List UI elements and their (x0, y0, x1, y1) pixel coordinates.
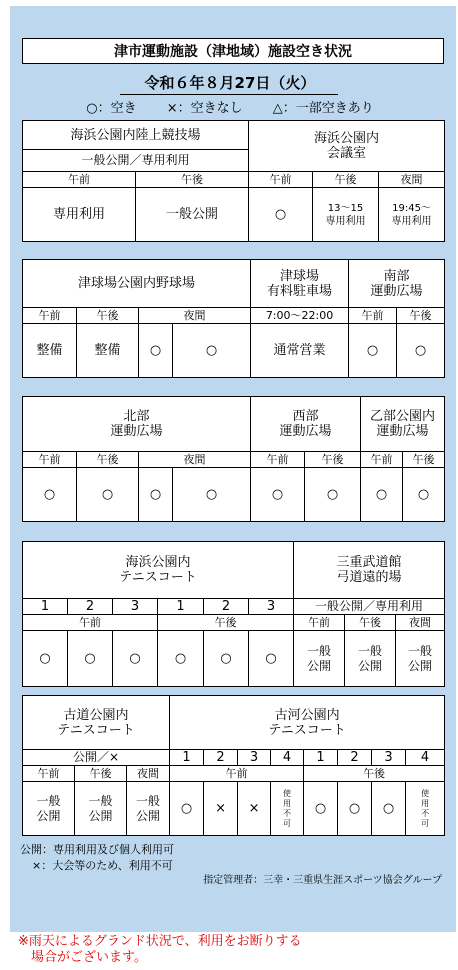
status-cell: ○ (397, 324, 445, 378)
page-title: 津市運動施設（津地域）施設空き状況 (22, 38, 444, 64)
status-cell: ○ (305, 468, 361, 522)
period-header: 7:00～22:00 (251, 308, 349, 324)
facility-name: 海浜公園内 会議室 (249, 121, 445, 172)
status-cell: 一般 公開 (23, 782, 75, 836)
court-number: 2 (204, 599, 249, 615)
period-header: 午後 (403, 452, 445, 468)
facility-name: 海浜公園内 テニスコート (23, 542, 294, 599)
court-number: 4 (271, 750, 304, 766)
status-cell: ○ (170, 782, 204, 836)
status-cell: 整備 (77, 324, 139, 378)
table-kaihin-track-meeting (22, 120, 445, 242)
legend-partial: △：一部空きあり (272, 101, 374, 116)
court-number: 3 (113, 599, 158, 615)
status-cell: ○ (338, 782, 372, 836)
facility-name: 海浜公園内陸上競技場 (23, 121, 249, 150)
period-header: 午後 (345, 615, 396, 631)
facility-name: 西部 運動広場 (251, 397, 361, 452)
status-cell: 一般 公開 (345, 631, 396, 687)
status-cell: 一般 公開 (75, 782, 127, 836)
status-cell: ○ (68, 631, 113, 687)
facility-name: 北部 運動広場 (23, 397, 251, 452)
status-cell: 整備 (23, 324, 77, 378)
period-header: 午後 (136, 172, 249, 188)
status-cell: 通常営業 (251, 324, 349, 378)
court-number: 1 (304, 750, 338, 766)
period-header: 午後 (75, 766, 127, 782)
period-header: 午前 (23, 308, 77, 324)
status-cell: 19:45～ 専用利用 (379, 188, 445, 242)
period-header: 午後 (397, 308, 445, 324)
facility-name: 古河公園内 テニスコート (170, 696, 445, 750)
status-cell: ○ (204, 631, 249, 687)
status-cell: ○ (304, 782, 338, 836)
court-number: 3 (238, 750, 271, 766)
period-header: 午前 (349, 308, 397, 324)
status-cell: 使 用 不 可 (271, 782, 304, 836)
period-header: 午前 (249, 172, 313, 188)
footnote-cross: ×：大会等のため、利用不可 (32, 859, 173, 872)
period-header: 夜間 (139, 308, 251, 324)
period-header: 午前 (294, 615, 345, 631)
period-header: 夜間 (396, 615, 445, 631)
period-header: 午前 (361, 452, 403, 468)
footnote-open: 公開：専用利用及び個人利用可 (20, 843, 174, 856)
court-number: 1 (158, 599, 204, 615)
table-kaihin-tennis-budokan (22, 541, 445, 687)
status-cell: ○ (23, 468, 77, 522)
usage-type: 一般公開／専用利用 (294, 599, 445, 615)
court-number: 1 (170, 750, 204, 766)
status-cell: ○ (361, 468, 403, 522)
period-header: 午前 (23, 172, 136, 188)
period-header: 午後 (304, 766, 445, 782)
legend (60, 100, 400, 118)
period-header: 午後 (313, 172, 379, 188)
usage-type: 一般公開／専用利用 (23, 150, 249, 172)
status-cell: ○ (403, 468, 445, 522)
date-underline (120, 94, 338, 95)
manager-credit: 指定管理者：三幸・三重県生涯スポーツ協会グループ (203, 875, 442, 886)
status-cell: 一般 公開 (127, 782, 170, 836)
period-header: 午前 (23, 615, 158, 631)
period-header: 午後 (77, 308, 139, 324)
table-tsu-baseball (22, 259, 445, 378)
status-cell: × (238, 782, 271, 836)
status-cell: × (204, 782, 238, 836)
status-cell: ○ (139, 324, 173, 378)
court-number: 3 (249, 599, 294, 615)
status-cell: ○ (23, 631, 68, 687)
status-cell: 使 用 不 可 (406, 782, 445, 836)
court-number: 1 (23, 599, 68, 615)
table-sports-grounds (22, 396, 445, 522)
status-cell: ○ (251, 468, 305, 522)
facility-name: 古道公園内 テニスコート (23, 696, 170, 750)
period-header: 夜間 (379, 172, 445, 188)
facility-name: 津球場 有料駐車場 (251, 260, 349, 308)
status-cell: ○ (372, 782, 406, 836)
report-date: 令和６年８月27日（火） (144, 74, 316, 92)
status-cell: ○ (77, 468, 139, 522)
rain-warning: ※雨天によるグランド状況で、利用をお断りする 場合がございます。 (18, 934, 302, 965)
status-cell: ○ (173, 468, 251, 522)
court-number: 2 (204, 750, 238, 766)
status-cell: ○ (113, 631, 158, 687)
period-header: 午前 (23, 766, 75, 782)
legend-full: ×：空きなし (166, 101, 243, 116)
status-cell: ○ (249, 188, 313, 242)
table-furumichi-furukawa-tennis (22, 695, 445, 836)
period-header: 夜間 (139, 452, 251, 468)
status-cell: ○ (139, 468, 173, 522)
facility-name: 南部 運動広場 (349, 260, 445, 308)
legend-vacant: ○：空き (86, 101, 137, 116)
period-header: 午前 (170, 766, 304, 782)
status-cell: 専用利用 (23, 188, 136, 242)
court-number: 3 (372, 750, 406, 766)
period-header: 夜間 (127, 766, 170, 782)
status-cell: ○ (249, 631, 294, 687)
court-number: 4 (406, 750, 445, 766)
usage-type: 公開／× (23, 750, 170, 766)
facility-name: 三重武道館 弓道遠的場 (294, 542, 445, 599)
period-header: 午後 (77, 452, 139, 468)
facility-name: 乙部公園内 運動広場 (361, 397, 445, 452)
status-cell: 13～15 専用利用 (313, 188, 379, 242)
status-cell: 一般 公開 (294, 631, 345, 687)
court-number: 2 (338, 750, 372, 766)
period-header: 午前 (251, 452, 305, 468)
court-number: 2 (68, 599, 113, 615)
period-header: 午後 (305, 452, 361, 468)
status-cell: ○ (158, 631, 204, 687)
status-cell: 一般公開 (136, 188, 249, 242)
period-header: 午後 (158, 615, 294, 631)
facility-name: 津球場公園内野球場 (23, 260, 251, 308)
status-cell: ○ (173, 324, 251, 378)
period-header: 午前 (23, 452, 77, 468)
status-cell: 一般 公開 (396, 631, 445, 687)
status-cell: ○ (349, 324, 397, 378)
